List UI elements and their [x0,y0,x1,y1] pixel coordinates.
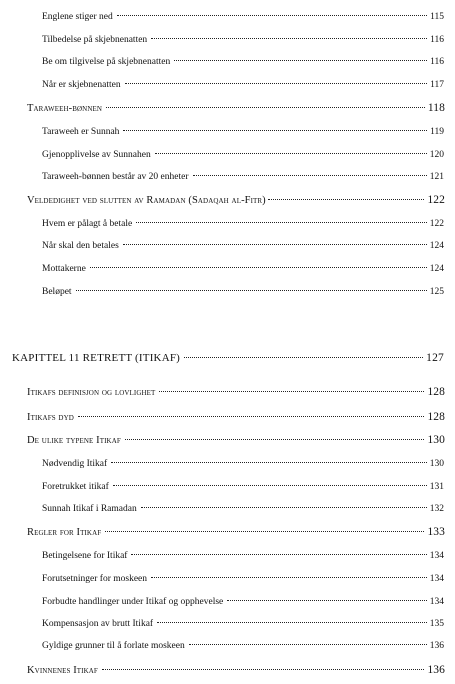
toc-section-entry[interactable] [27,194,445,206]
toc-entry[interactable] [42,172,444,182]
toc-entry-title: Kompensasjon av brutt Itikaf [42,619,154,629]
toc-entry-page: 121 [429,172,444,182]
toc-entry-page: 130 [429,459,444,469]
toc-entry-title: Gjenopplivelse av Sunnahen [42,150,151,160]
toc-entry[interactable] [42,12,444,22]
toc-entry-title: Taraweeh-bønnen [27,103,103,114]
toc-entry-page: 135 [429,619,444,629]
dot-leader [151,577,427,578]
dot-leader [78,416,425,417]
toc-entry-page: 117 [430,80,444,90]
toc-entry-page: 128 [427,386,445,398]
toc-section-entry[interactable] [27,386,445,398]
toc-section-entry[interactable] [27,434,445,446]
dot-leader [106,107,425,108]
dot-leader [76,290,427,291]
toc-chapter-entry[interactable] [12,352,444,364]
dot-leader [141,507,427,508]
toc-entry-page: 133 [427,526,445,538]
toc-entry-page: 134 [429,597,444,607]
dot-leader [105,531,424,532]
dot-leader [125,83,427,84]
dot-leader [159,391,424,392]
toc-entry-title: Itikafs definisjon og lovlighet [27,387,156,398]
toc-entry-title: Betingelsene for Itikaf [42,551,128,561]
dot-leader [193,175,427,176]
dot-leader [123,244,427,245]
dot-leader [131,554,426,555]
toc-entry-title: Regler for Itikaf [27,527,102,538]
toc-entry-title: Tilbedelse på skjebnenatten [42,35,148,45]
toc-section-entry[interactable] [27,664,445,676]
dot-leader [102,669,425,670]
toc-entry-page: 127 [426,352,444,364]
toc-entry-title: De ulike typene Itikaf [27,435,121,446]
toc-entry[interactable] [42,57,444,67]
dot-leader [123,130,427,131]
toc-entry[interactable] [42,619,444,629]
toc-entry-title: Itikafs dyd [27,412,74,423]
toc-entry-page: 118 [427,102,445,114]
toc-entry[interactable] [42,219,444,229]
toc-entry-title: Forbudte handlinger under Itikaf og opphevelse [42,597,224,607]
toc-entry-title: Veldedighet ved slutten av Ramadan (Sadaqah al-Fitr) [27,195,266,206]
toc-entry-page: 136 [427,664,445,676]
dot-leader [136,222,427,223]
dot-leader [268,199,425,200]
toc-entry-title: Beløpet [42,287,72,297]
toc-entry-page: 120 [429,150,444,160]
dot-leader [174,60,427,61]
toc-entry-page: 132 [429,504,444,514]
toc-section-entry[interactable] [27,102,445,114]
dot-leader [151,38,427,39]
dot-leader [155,153,427,154]
toc-entry-page: 122 [427,194,445,206]
toc-entry-title: Be om tilgivelse på skjebnenatten [42,57,171,67]
toc-entry-page: 134 [429,551,444,561]
toc-entry[interactable] [42,264,444,274]
toc-entry-page: 116 [430,57,444,67]
dot-leader [111,462,427,463]
toc-entry-page: 124 [429,241,444,251]
dot-leader [90,267,427,268]
toc-entry-page: 116 [430,35,444,45]
toc-entry[interactable] [42,287,444,297]
toc-entry[interactable] [42,459,444,469]
toc-entry-title: Hvem er pålagt å betale [42,219,133,229]
dot-leader [117,15,427,16]
toc-entry-page: 115 [430,12,444,22]
toc-entry[interactable] [42,35,444,45]
dot-leader [113,485,427,486]
toc-entry[interactable] [42,80,444,90]
toc-entry-title: Taraweeh-bønnen består av 20 enheter [42,172,189,182]
toc-entry[interactable] [42,597,444,607]
toc-entry-title: Mottakerne [42,264,86,274]
dot-leader [157,622,427,623]
dot-leader [189,644,427,645]
toc-entry-title: Sunnah Itikaf i Ramadan [42,504,137,514]
toc-entry-page: 134 [429,574,444,584]
toc-entry-title: Forutsetninger for moskeen [42,574,148,584]
toc-entry[interactable] [42,127,444,137]
toc-entry-page: 125 [429,287,444,297]
toc-entry[interactable] [42,504,444,514]
toc-entry-page: 130 [427,434,445,446]
toc-entry-title: Gyldige grunner til å forlate moskeen [42,641,185,651]
toc-entry[interactable] [42,482,444,492]
toc-entry-page: 136 [429,641,444,651]
dot-leader [184,357,423,358]
toc-entry-title: Når er skjebnenatten [42,80,121,90]
toc-entry-title: Nødvendig Itikaf [42,459,108,469]
toc-section-entry[interactable] [27,526,445,538]
dot-leader [125,439,425,440]
toc-entry[interactable] [42,150,444,160]
toc-entry-title: Englene stiger ned [42,12,113,22]
toc-entry-title: Taraweeh er Sunnah [42,127,120,137]
toc-entry-page: 122 [429,219,444,229]
toc-entry[interactable] [42,641,444,651]
toc-entry-title: Foretrukket itikaf [42,482,109,492]
toc-entry-page: 131 [429,482,444,492]
toc-entry-page: 124 [429,264,444,274]
toc-entry-title: Kvinnenes Itikaf [27,665,98,676]
toc-entry-title: Når skal den betales [42,241,119,251]
toc-entry[interactable] [42,241,444,251]
toc-entry[interactable] [42,551,444,561]
toc-entry[interactable] [42,574,444,584]
toc-entry-title: KAPITTEL 11 RETRETT (ITIKAF) [12,352,181,364]
toc-entry-page: 119 [430,127,444,137]
dot-leader [227,600,427,601]
toc-section-entry[interactable] [27,411,445,423]
toc-entry-page: 128 [427,411,445,423]
